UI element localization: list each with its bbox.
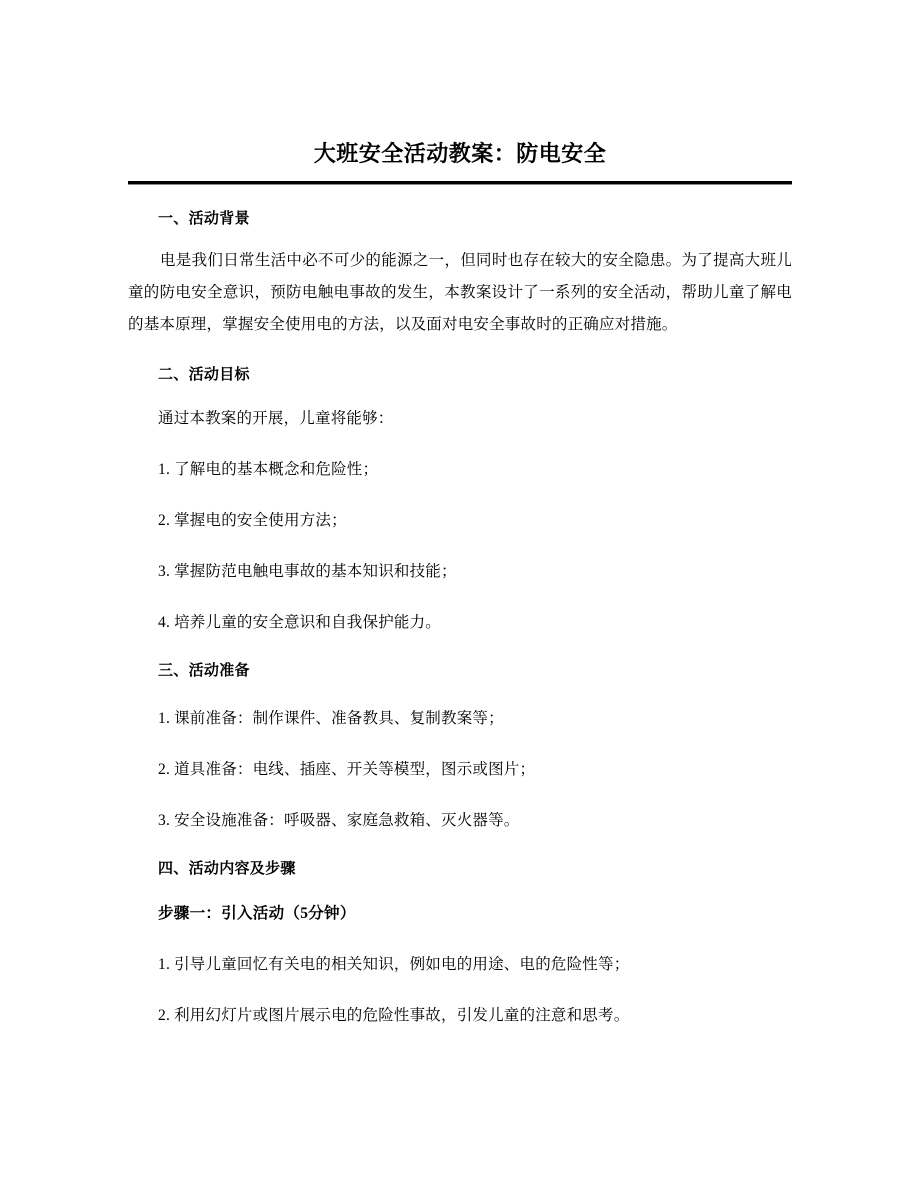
paragraph-background: 电是我们日常生活中必不可少的能源之一，但同时也存在较大的安全隐患。为了提高大班儿童的防电安全意识，预防电触电事故的发生，本教案设计了一系列的安全活动，帮助儿童了解电的基本原理，掌握安全使用电的方法，以及面对电安全事故时的正确应对措施。 — [128, 251, 792, 334]
section-heading-contents: 四、活动内容及步骤 — [158, 861, 296, 878]
list-item: 3. 安全设施准备：呼吸器、家庭急救箱、灭火器等。 — [158, 812, 520, 830]
page-title: 大班安全活动教案：防电安全 — [313, 141, 607, 166]
list-item: 1. 课前准备：制作课件、准备教具、复制教案等； — [158, 710, 504, 728]
document-content — [128, 0, 792, 1031]
list-item: 2. 道具准备：电线、插座、开关等模型，图示或图片； — [158, 761, 536, 779]
title-divider-thin-line — [128, 184, 792, 185]
list-item: 2. 掌握电的安全使用方法； — [158, 511, 347, 529]
title-divider — [128, 181, 792, 186]
section-heading-preparation: 三、活动准备 — [158, 662, 250, 679]
objectives-lead-text: 通过本教案的开展，儿童将能够： — [158, 409, 394, 427]
list-item: 1. 引导儿童回忆有关电的相关知识，例如电的用途、电的危险性等； — [158, 955, 630, 973]
list-item: 1. 了解电的基本概念和危险性； — [158, 460, 379, 478]
step-heading-one: 步骤一：引入活动（5分钟） — [158, 905, 356, 923]
list-item: 3. 掌握防范电触电事故的基本知识和技能； — [158, 562, 457, 580]
list-item: 4. 培养儿童的安全意识和自我保护能力。 — [158, 613, 442, 631]
section-heading-objectives: 二、活动目标 — [158, 366, 250, 383]
section-heading-background: 一、活动背景 — [158, 210, 250, 227]
list-item: 2. 利用幻灯片或图片展示电的危险性事故，引发儿童的注意和思考。 — [158, 1006, 630, 1024]
